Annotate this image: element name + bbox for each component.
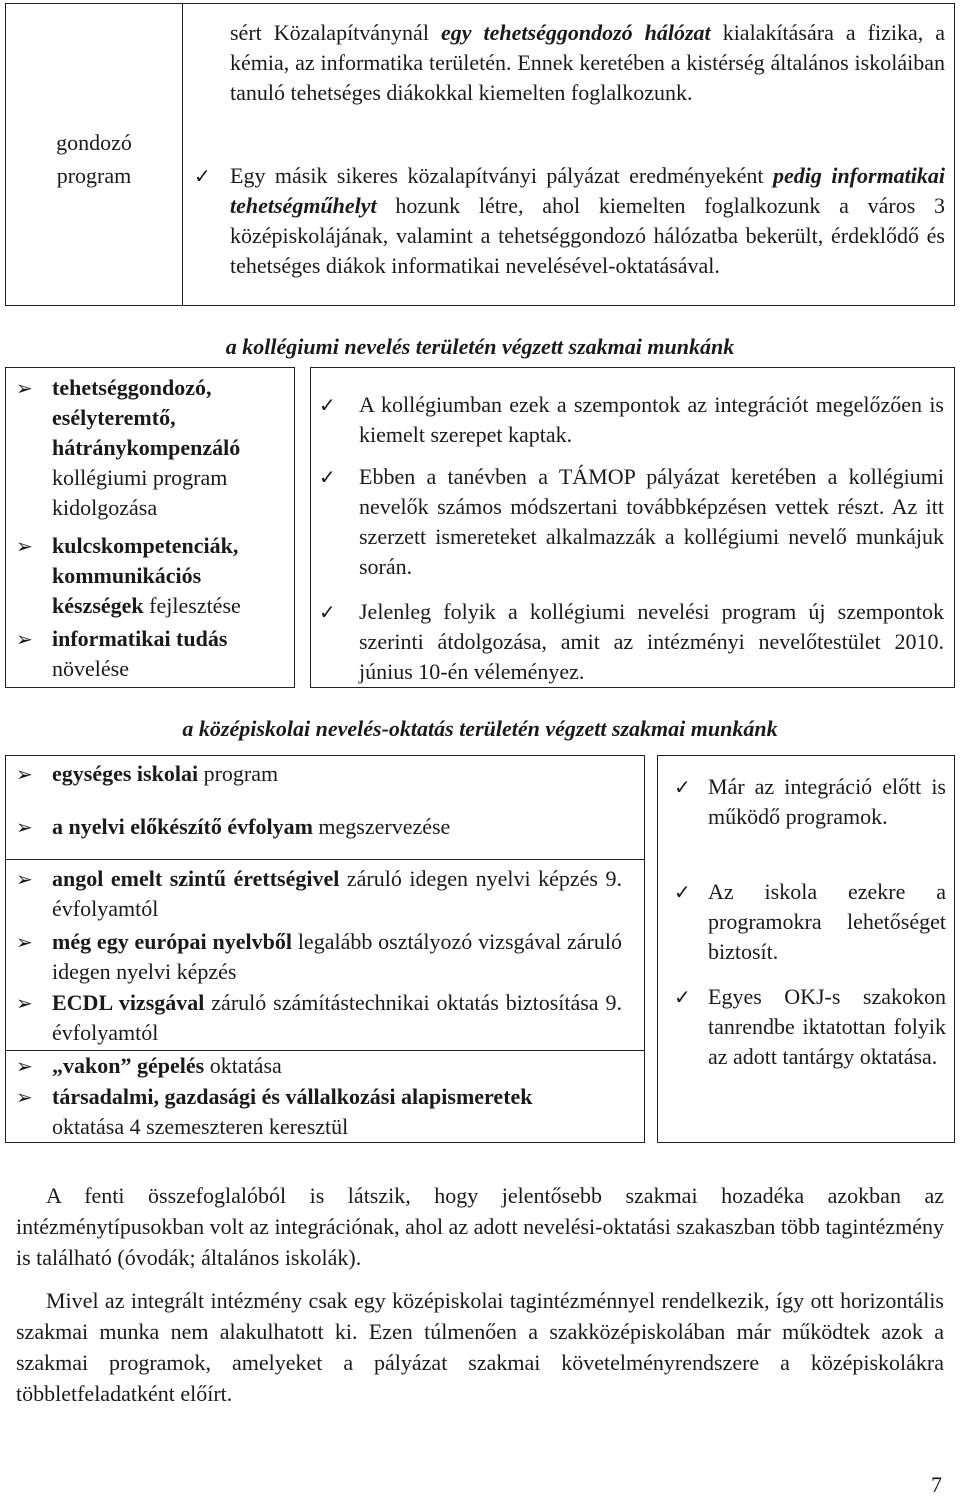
- check-icon: ✓: [194, 164, 211, 188]
- heading-kozepiskola: a középiskolai nevelés-oktatás területén végzett szakmai munkánk: [182, 716, 778, 741]
- kozep-item-social-economic: társadalmi, gazdasági és vállalkozási alapismeretek oktatása 4 szemeszteren keresztül: [52, 1084, 533, 1139]
- kollegium-item-informatics: informatikai tudás növelése: [52, 626, 228, 681]
- kollegium-right-item-1: A kollégiumban ezek a szempontok az integrációt megelőzően is kiemelt szerepet kaptak.: [359, 392, 944, 447]
- kozepiskola-left-box: [5, 755, 645, 1143]
- check-icon: ✓: [319, 465, 336, 489]
- kollegium-right-box: [310, 367, 955, 688]
- continued-item-text: sért Közalapítványnál egy tehetséggondozó hálózat kialakítására a fizika, a kémia, az informatika területén. Ennek keretében a kistérség általános iskoláiban tanuló tehetséges diákokkal kiemelten foglalkozunk.: [230, 20, 945, 105]
- check-icon: ✓: [674, 775, 691, 799]
- informatics-item-text: Egy másik sikeres közalapítványi pályázat eredményeként pedig informatikai tehetségműhelyt hozunk létre, ahol kiemelten foglalkozunk a város 3 középiskolájának, valamint a tehetséggondozó hálózatba bekerült, érdeklődő és tehetséges diákok informatikai nevelésével-oktatásával.: [230, 163, 946, 278]
- page-number: 7: [931, 1472, 942, 1497]
- arrow-bullet-icon: ➢: [16, 627, 33, 651]
- kozepiskola-right-box: [657, 755, 955, 1143]
- row-divider: [6, 859, 644, 860]
- kozep-item-english: angol emelt szintű érettségivel záruló idegen nyelvi képzés 9. évfolyamtól: [52, 866, 623, 921]
- arrow-bullet-icon: ➢: [16, 867, 33, 891]
- paragraph-summary: A fenti összefoglalóból is látszik, hogy jelentősebb szakmai hozadéka azokban az intézménytípusokban volt az integrációnak, ahol az adott nevelési-oktatási szakaszban több tagintézmény is található (óvodák; általános iskolák).: [16, 1183, 944, 1270]
- kozep-item-typing: „vakon” gépelés oktatása: [52, 1053, 282, 1078]
- arrow-bullet-icon: ➢: [16, 991, 33, 1015]
- kollegium-item-program: tehetséggondozó, esélyteremtő, hátránykompenzáló kollégiumi program kidolgozása: [52, 375, 241, 520]
- arrow-bullet-icon: ➢: [16, 1054, 33, 1078]
- arrow-bullet-icon: ➢: [16, 1085, 33, 1109]
- arrow-bullet-icon: ➢: [16, 762, 33, 786]
- kozep-right-item-3: Egyes OKJ-s szakokon tanrendbe iktatottan folyik az adott tantárgy oktatása.: [708, 984, 946, 1069]
- kollegium-right-item-2: Ebben a tanévben a TÁMOP pályázat keretében a kollégiumi nevelők számos módszertani továbbképzésen vettek részt. Az itt szerzett ismereteket alkalmazzák a kollégiumi nevelő munkájuk során.: [359, 464, 944, 579]
- kollegium-right-item-3: Jelenleg folyik a kollégiumi nevelési program új szempontok szerinti átdolgozása, amit az intézményi nevelőtestület 2010. június 10-én véleményez.: [359, 599, 944, 684]
- kozep-item-preparatory-year: a nyelvi előkészítő évfolyam megszervezése: [52, 814, 451, 839]
- heading-kollegium: a kollégiumi nevelés területén végzett szakmai munkánk: [225, 334, 735, 359]
- check-icon: ✓: [674, 985, 691, 1009]
- arrow-bullet-icon: ➢: [16, 534, 33, 558]
- left-cell-label: gondozó program: [56, 130, 132, 188]
- top-table: [5, 3, 955, 306]
- check-icon: ✓: [674, 880, 691, 904]
- kollegium-item-competencies: kulcskompetenciák, kommunikációs készségek fejlesztése: [52, 533, 241, 618]
- paragraph-integration: Mivel az integrált intézmény csak egy középiskolai tagintézménnyel rendelkezik, így ott horizontális szakmai munka nem alakulhatott ki. Ezen túlmenően a szakközépiskolában már működtek azok a szakmai programok, amelyeket a pályázat szakmai követelményrendszere a középiskolákra többletfeladatként előírt.: [16, 1288, 944, 1406]
- top-table-divider: [182, 4, 183, 305]
- arrow-bullet-icon: ➢: [16, 930, 33, 954]
- kozep-right-item-2: Az iskola ezekre a programokra lehetőséget biztosít.: [708, 879, 946, 964]
- check-icon: ✓: [319, 393, 336, 417]
- kozep-item-second-language: még egy európai nyelvből legalább osztályozó vizsgával záruló idegen nyelvi képzés: [52, 929, 622, 984]
- arrow-bullet-icon: ➢: [16, 376, 33, 400]
- kozep-right-item-1: Már az integráció előtt is működő programok.: [708, 774, 946, 829]
- kozep-item-ecdl: ECDL vizsgával záruló számítástechnikai oktatás biztosítása 9. évfolyamtól: [52, 990, 622, 1045]
- kollegium-left-box: [5, 367, 295, 688]
- arrow-bullet-icon: ➢: [16, 815, 33, 839]
- kozep-item-unified-program: egységes iskolai program: [52, 761, 279, 786]
- check-icon: ✓: [319, 600, 336, 624]
